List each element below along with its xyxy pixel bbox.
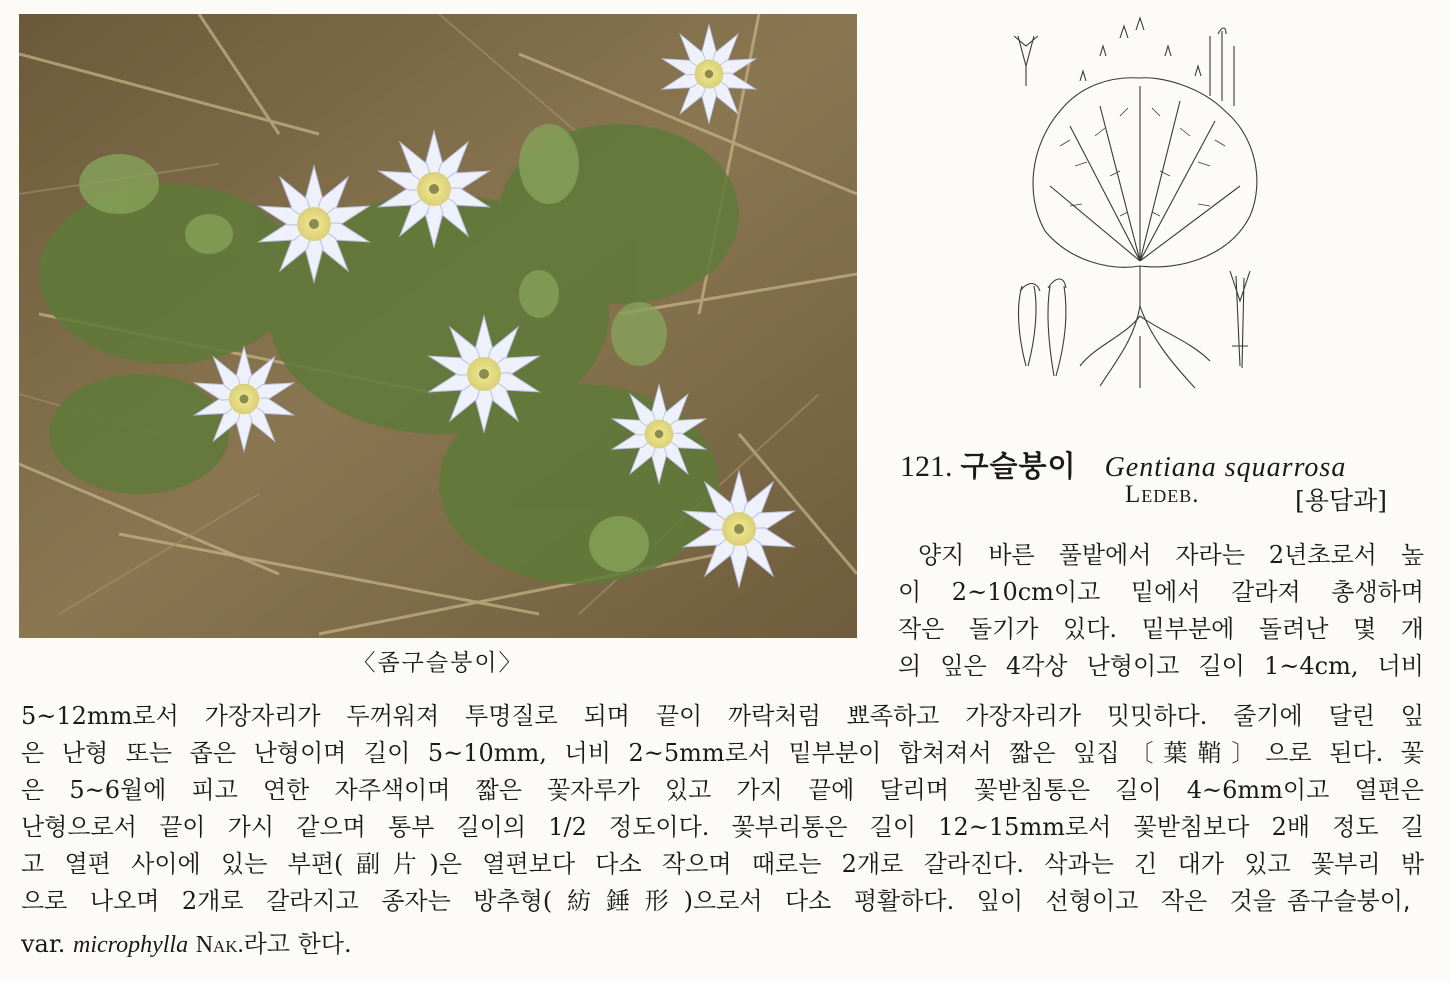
variety-suffix: 라고 한다.	[243, 930, 352, 958]
body-line-7: 은 5~6월에 피고 연한 자주색이며 짧은 꽃자루가 있고 가지 끝에 달리며 꽃받침통은 길이 4~6mm이고 열편은	[21, 776, 1424, 804]
body-line-2: 이 2~10cm이고 밑에서 갈라져 총생하며	[898, 578, 1424, 606]
variety-author: Nak.	[195, 932, 244, 958]
body-line-4: 의 잎은 4각상 난형이고 길이 1~4cm, 너비	[898, 652, 1424, 680]
variety-epithet: microphylla	[72, 932, 189, 958]
body-line-3: 작은 돌기가 있다. 밑부분에 돌려난 몇 개	[898, 615, 1424, 643]
body-line-9: 고 열편 사이에 있는 부편(副片)은 열편보다 다소 작으며 때로는 2개로 갈라진다. 삭과는 긴 대가 있고 꽃부리 밖	[21, 850, 1424, 878]
variety-line	[21, 929, 352, 960]
body-line-6: 은 난형 또는 좁은 난형이며 길이 5~10mm, 너비 2~5mm로서 밑부분이 합쳐져서 짧은 잎집〔葉鞘〕으로 된다. 꽃	[21, 739, 1424, 767]
entry-heading	[900, 444, 1400, 485]
scientific-author: Ledeb.	[1125, 481, 1200, 508]
korean-name: 구슬붕이	[960, 449, 1077, 483]
scientific-name: Gentiana squarrosa	[1104, 452, 1347, 483]
botanical-illustration	[1000, 16, 1282, 396]
variety-name: 좀구슬붕이,	[1287, 887, 1411, 915]
variety-prefix: var.	[21, 930, 66, 958]
photo-caption: 〈좀구슬붕이〉	[352, 650, 524, 676]
flower-photo	[19, 14, 857, 638]
family-name: [용담과]	[1295, 486, 1387, 515]
body-line-1: 양지 바른 풀밭에서 자라는 2년초로서 높	[918, 541, 1424, 569]
entry-number: 121.	[900, 450, 953, 483]
body-line-8: 난형으로서 끝이 가시 같으며 통부 길이의 1/2 정도이다. 꽃부리통은 길이 12~15mm로서 꽃받침보다 2배 정도 길	[21, 813, 1424, 841]
body-line-5: 5~12mm로서 가장자리가 두꺼워져 투명질로 되며 끝이 까락처럼 뾰족하고 가장자리가 밋밋하다. 줄기에 달린 잎	[21, 702, 1424, 730]
body-line-10: 으로 나오며 2개로 갈라지고 종자는 방추형(紡錘形)으로서 다소 평활하다. 잎이 선형이고 작은 것을	[21, 887, 1276, 915]
